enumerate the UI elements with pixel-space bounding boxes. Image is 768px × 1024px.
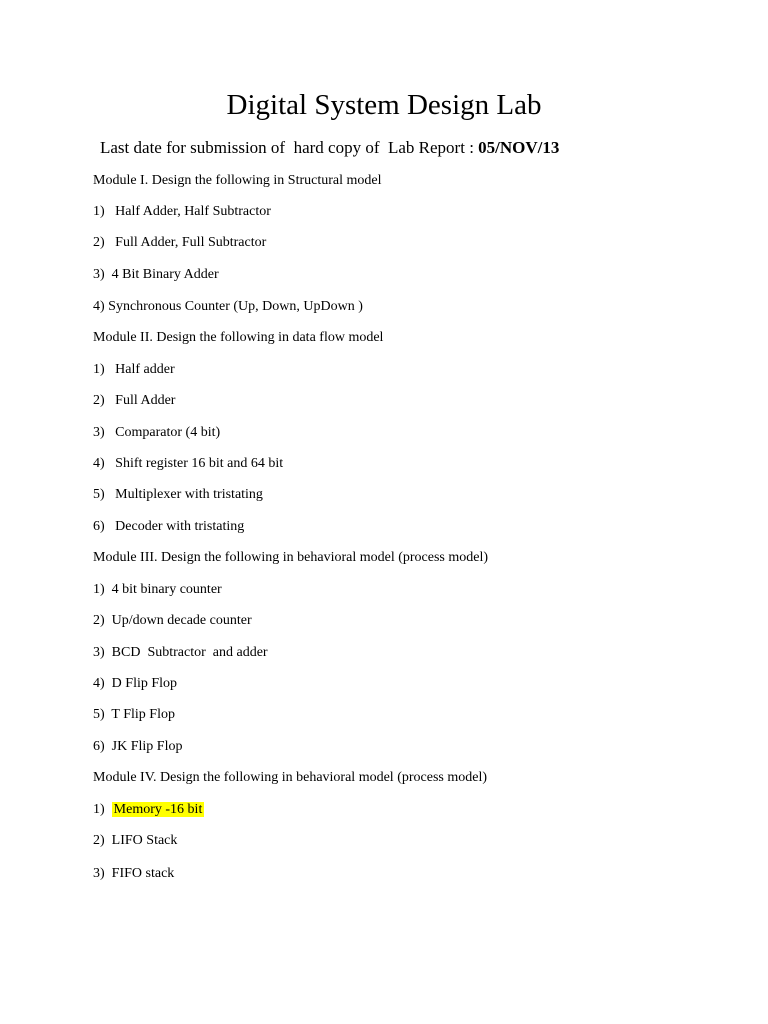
module-2-item-2 (93, 392, 175, 410)
item-number: 4) (93, 676, 105, 691)
item-number: 1) (93, 362, 105, 377)
item-text: BCD Subtractor and adder (111, 645, 268, 660)
item-text: 4 bit binary counter (111, 582, 222, 597)
item-text: D Flip Flop (111, 676, 178, 691)
module-2-item-3 (93, 424, 220, 442)
module-4-item-2 (93, 832, 177, 850)
item-number: 4) (93, 456, 105, 471)
item-number: 2) (93, 613, 105, 628)
module-3-item-6 (93, 738, 182, 756)
item-number: 3) (93, 645, 105, 660)
module-2-item-6 (93, 518, 244, 536)
item-text: 4 Bit Binary Adder (111, 267, 219, 282)
item-number: 5) (93, 487, 105, 502)
item-number: 4) (93, 299, 105, 314)
module-3-item-3 (93, 644, 268, 662)
item-number: 2) (93, 235, 105, 250)
item-number: 2) (93, 393, 105, 408)
document-title: Digital System Design Lab (226, 89, 542, 121)
module-4-heading: Module IV. Design the following in behavioral model (process model) (93, 770, 487, 785)
deadline-label: Last date for submission of hard copy of Lab Report : (100, 138, 479, 157)
item-number: 6) (93, 739, 105, 754)
module-3-item-2 (93, 612, 252, 630)
item-text: Shift register 16 bit and 64 bit (115, 456, 284, 471)
item-number: 5) (93, 707, 105, 722)
highlighted-item-text: Memory -16 bit (113, 802, 203, 817)
module-1-item-1 (93, 203, 271, 221)
item-text: Full Adder (115, 393, 176, 408)
module-1-item-2 (93, 234, 266, 252)
module-4-item-1 (93, 801, 204, 819)
module-1-heading: Module I. Design the following in Structural model (93, 173, 382, 188)
module-2-item-1 (93, 361, 175, 379)
item-text: Comparator (4 bit) (115, 425, 221, 440)
deadline-date: 05/NOV/13 (478, 138, 560, 157)
module-4-item-3 (93, 865, 174, 883)
item-number: 1) (93, 582, 105, 597)
module-3-heading: Module III. Design the following in behavioral model (process model) (93, 550, 489, 565)
module-3-item-5 (93, 706, 175, 724)
module-2-item-4 (93, 455, 283, 473)
module-2-item-5 (93, 486, 263, 504)
item-text: Multiplexer with tristating (115, 487, 263, 502)
item-number: 1) (93, 802, 105, 817)
item-text: Synchronous Counter (Up, Down, UpDown ) (108, 299, 363, 314)
module-1-item-3 (93, 266, 219, 284)
item-text: T Flip Flop (111, 707, 175, 722)
item-number: 3) (93, 425, 105, 440)
submission-deadline (100, 137, 559, 159)
item-number: 1) (93, 204, 105, 219)
item-text: JK Flip Flop (111, 739, 183, 754)
module-3-item-4 (93, 675, 177, 693)
item-number: 3) (93, 267, 105, 282)
item-text: Decoder with tristating (115, 519, 245, 534)
item-text: LIFO Stack (111, 833, 178, 848)
item-text: Half adder (115, 362, 175, 377)
module-1-item-4 (93, 298, 363, 316)
item-text: Half Adder, Half Subtractor (115, 204, 271, 219)
module-3-item-1 (93, 581, 222, 599)
item-text: Full Adder, Full Subtractor (115, 235, 267, 250)
item-text: FIFO stack (111, 866, 175, 881)
item-number: 2) (93, 833, 105, 848)
module-2-heading: Module II. Design the following in data flow model (93, 330, 384, 345)
item-number: 6) (93, 519, 105, 534)
item-number: 3) (93, 866, 105, 881)
item-text: Up/down decade counter (111, 613, 252, 628)
